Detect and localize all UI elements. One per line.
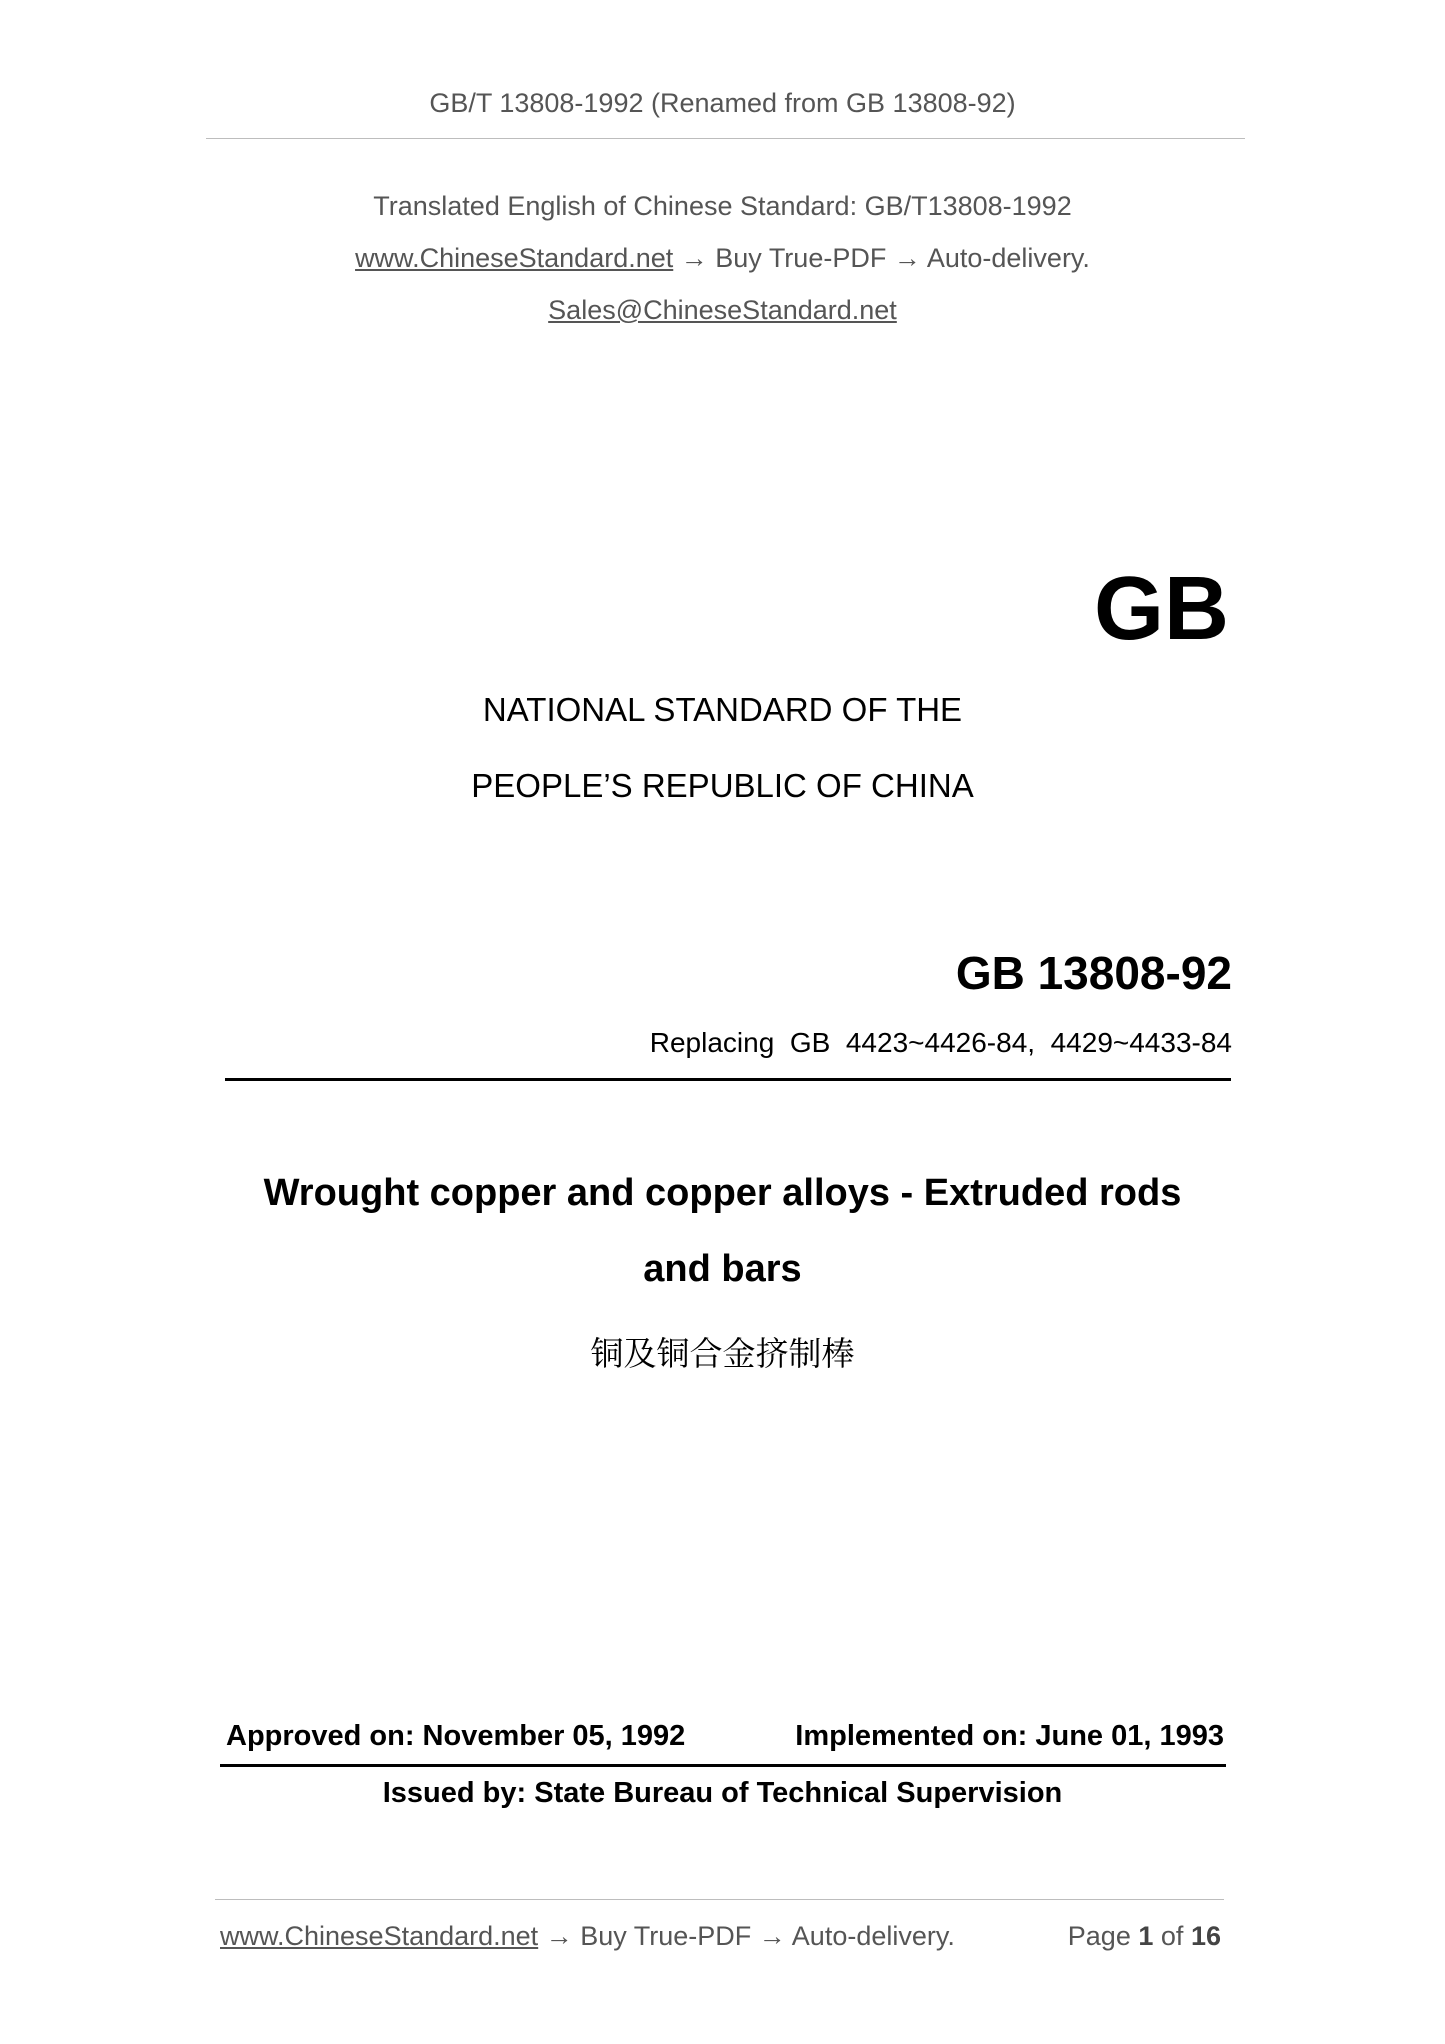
- page-label: Page: [1067, 1921, 1131, 1951]
- arrow-icon: →: [545, 1921, 573, 1951]
- of-label: of: [1160, 1921, 1184, 1951]
- running-header: GB/T 13808-1992 (Renamed from GB 13808-92): [429, 88, 1016, 118]
- footer-buy-text: Buy True-PDF: [580, 1921, 752, 1951]
- implemented-date: Implemented on: June 01, 1993: [795, 1720, 1224, 1752]
- email-link[interactable]: Sales@ChineseStandard.net: [548, 295, 897, 325]
- arrow-icon: →: [758, 1921, 786, 1951]
- email-line: [0, 295, 1445, 326]
- total-pages: 16: [1190, 1921, 1221, 1951]
- header-divider: [206, 138, 1245, 139]
- footer-divider: [215, 1899, 1224, 1900]
- replacing-note: Replacing GB 4423~4426-84, 4429~4433-84: [649, 1027, 1232, 1058]
- page-indicator: [1068, 1921, 1221, 1952]
- footer-auto-delivery-text: Auto-delivery.: [791, 1921, 955, 1951]
- approved-date: Approved on: November 05, 1992: [226, 1720, 686, 1752]
- footer-website-link[interactable]: www.ChineseStandard.net: [220, 1921, 539, 1951]
- gb-logo: GB: [1094, 559, 1229, 659]
- standard-number: GB 13808-92: [955, 947, 1232, 999]
- national-standard-line1: NATIONAL STANDARD OF THE: [482, 691, 963, 728]
- translated-note: Translated English of Chinese Standard: GB/T13808-1992: [373, 191, 1072, 221]
- document-title-line1: Wrought copper and copper alloys - Extruded rods: [263, 1172, 1182, 1214]
- national-standard-line2: PEOPLE’S REPUBLIC OF CHINA: [471, 767, 974, 804]
- document-title-line2: and bars: [643, 1248, 802, 1290]
- issued-by: Issued by: State Bureau of Technical Supervision: [382, 1777, 1063, 1809]
- dates-divider: [220, 1764, 1226, 1767]
- arrow-icon: →: [680, 243, 708, 273]
- website-link[interactable]: www.ChineseStandard.net: [355, 243, 674, 273]
- footer-buy-line: [220, 1921, 955, 1952]
- arrow-icon: →: [893, 243, 921, 273]
- buy-true-pdf-text: Buy True-PDF: [715, 243, 887, 273]
- document-title-chinese: 铜及铜合金挤制棒: [590, 1334, 855, 1373]
- auto-delivery-text: Auto-delivery.: [926, 243, 1090, 273]
- buy-line: [0, 243, 1445, 274]
- page-number: 1: [1138, 1921, 1154, 1951]
- number-divider: [225, 1078, 1231, 1081]
